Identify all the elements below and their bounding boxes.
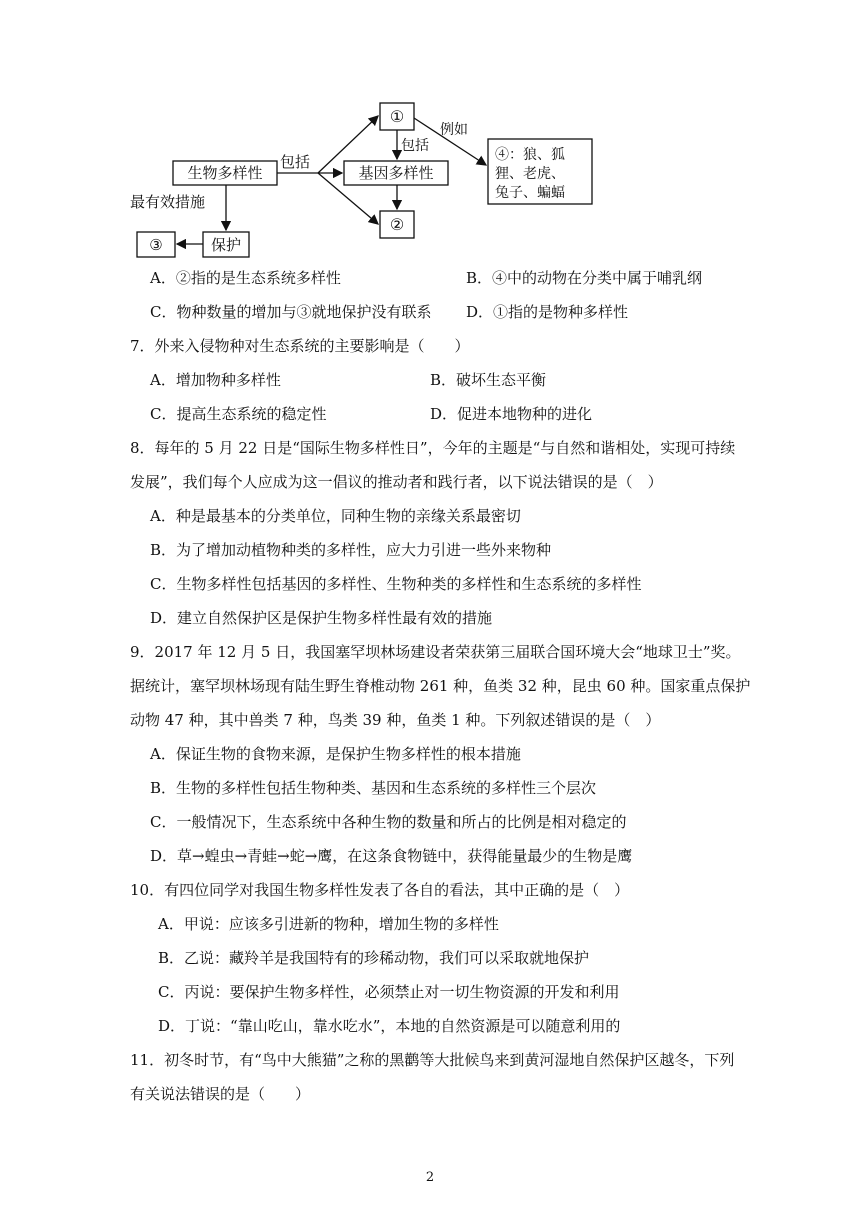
- label-most-effective: 最有效措施: [130, 193, 206, 211]
- q6-option-c: C．物种数量的增加与③就地保护没有联系: [150, 303, 432, 321]
- node-biodiversity-text: 生物多样性: [187, 164, 263, 182]
- q7-option-a: A．增加物种多样性: [150, 371, 281, 389]
- q9-option-b: B．生物的多样性包括生物种类、基因和生态系统的多样性三个层次: [150, 779, 597, 797]
- node-4-line2: 狸、老虎、: [495, 166, 565, 182]
- label-includes-1: 包括: [280, 153, 311, 171]
- q11-stem-line1: 11．初冬时节，有“鸟中大熊猫”之称的黑鹳等大批候鸟来到黄河湿地自然保护区越冬，下列: [130, 1051, 735, 1069]
- q9-option-a: A．保证生物的食物来源，是保护生物多样性的根本措施: [150, 745, 521, 763]
- q9-stem-line3: 动物 47 种，其中兽类 7 种，鸟类 39 种，鱼类 1 种。下列叙述错误的是（ ）: [130, 711, 661, 729]
- q7-option-d: D．促进本地物种的进化: [430, 405, 593, 423]
- q9-stem-line2: 据统计，塞罕坝林场现有陆生野生脊椎动物 261 种，鱼类 32 种，昆虫 60 种。国家重点保护: [130, 677, 751, 695]
- q10-option-c: C．丙说：要保护生物多样性，必须禁止对一切生物资源的开发和利用: [158, 983, 620, 1001]
- label-example: 例如: [440, 122, 468, 138]
- q6-option-d: D．①指的是物种多样性: [466, 303, 629, 321]
- q6-option-a: A．②指的是生态系统多样性: [150, 269, 341, 287]
- page-number: 2: [425, 1170, 435, 1185]
- q8-option-c: C．生物多样性包括基因的多样性、生物种类的多样性和生态系统的多样性: [150, 575, 642, 593]
- q8-stem-line1: 8．每年的 5 月 22 日是“国际生物多样性日”，今年的主题是“与自然和谐相处，实现可持续: [130, 439, 736, 457]
- q9-stem-line1: 9．2017 年 12 月 5 日，我国塞罕坝林场建设者荣获第三届联合国环境大会“地球卫士”奖。: [130, 643, 741, 661]
- q7-option-c: C．提高生态系统的稳定性: [150, 405, 327, 423]
- q10-stem: 10．有四位同学对我国生物多样性发表了各自的看法，其中正确的是（ ）: [130, 881, 630, 899]
- node-4-line1: ④：狼、狐: [495, 147, 565, 163]
- node-1-text: ①: [389, 107, 405, 126]
- node-gene-text: 基因多样性: [358, 164, 434, 182]
- q7-stem: 7．外来入侵物种对生态系统的主要影响是（ ）: [130, 337, 470, 355]
- q6-option-b: B．④中的动物在分类中属于哺乳纲: [466, 269, 703, 287]
- node-3-text: ③: [149, 236, 163, 254]
- node-4-line3: 兔子、蝙蝠: [495, 185, 565, 201]
- q10-option-b: B．乙说：藏羚羊是我国特有的珍稀动物，我们可以采取就地保护: [158, 949, 590, 967]
- node-2-text: ②: [389, 215, 405, 234]
- q8-option-a: A．种是最基本的分类单位，同种生物的亲缘关系最密切: [150, 507, 521, 525]
- q9-option-d: D．草→蝗虫→青蛙→蛇→鹰，在这条食物链中，获得能量最少的生物是鹰: [150, 847, 633, 865]
- q9-option-c: C．一般情况下，生态系统中各种生物的数量和所占的比例是相对稳定的: [150, 813, 627, 831]
- q10-option-d: D．丁说：“靠山吃山，靠水吃水”，本地的自然资源是可以随意利用的: [158, 1017, 621, 1035]
- q8-stem-line2: 发展”，我们每个人应成为这一倡议的推动者和践行者，以下说法错误的是（ ）: [130, 473, 663, 491]
- q11-stem-line2: 有关说法错误的是（ ）: [130, 1085, 311, 1103]
- q8-option-d: D．建立自然保护区是保护生物多样性最有效的措施: [150, 609, 493, 627]
- q7-option-b: B．破坏生态平衡: [430, 371, 547, 389]
- q10-option-a: A．甲说：应该多引进新的物种，增加生物的多样性: [158, 915, 499, 933]
- node-protect-text: 保护: [210, 236, 242, 254]
- q8-option-b: B．为了增加动植物种类的多样性，应大力引进一些外来物种: [150, 541, 552, 559]
- biodiversity-concept-diagram: [0, 0, 860, 270]
- label-includes-2: 包括: [401, 138, 429, 154]
